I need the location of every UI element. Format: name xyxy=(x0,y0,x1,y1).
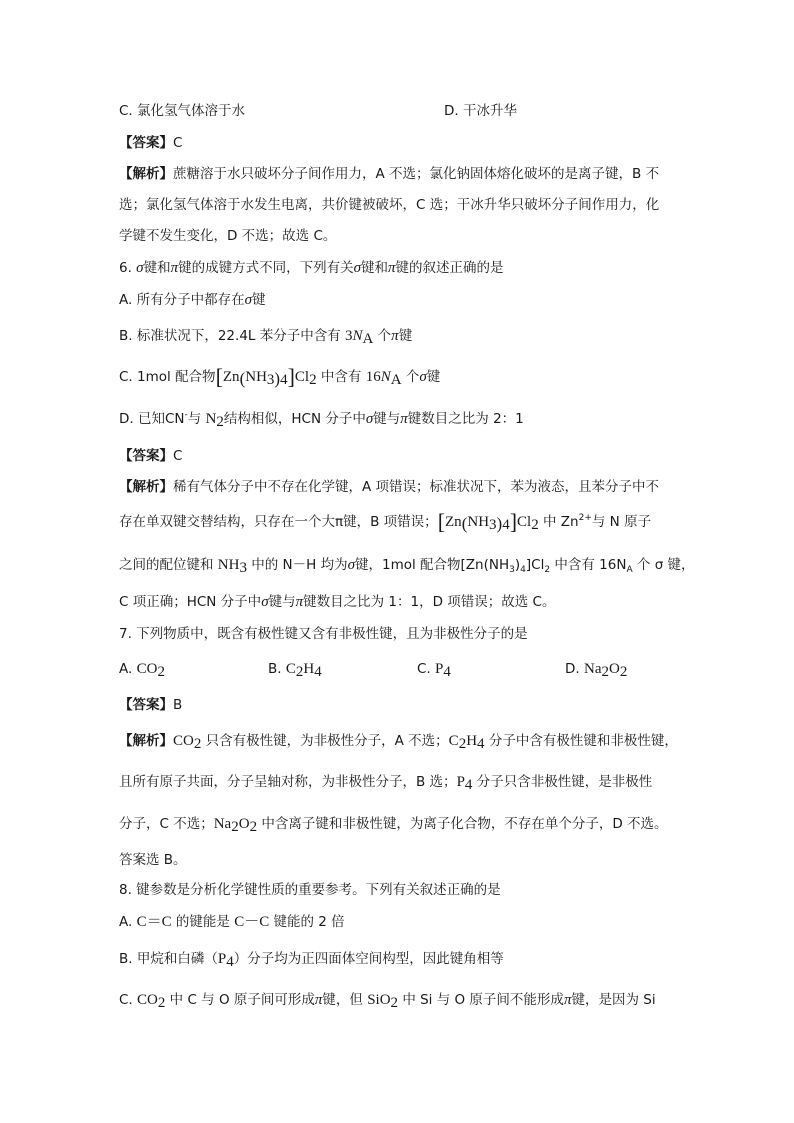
q5-option-d: D. 干冰升华 xyxy=(444,103,517,119)
q8-option-c: C. $CO_2$ 中 C 与 O 原子间可形成π键，但 SiO$_2$ 中 Si 与 O 原子间不能形成π键，是因为 Si xyxy=(119,992,656,1011)
q7-option-c: C. $P_4$ xyxy=(417,661,451,680)
q7-answer xyxy=(119,695,182,715)
analysis-text: 蔗糖溶于水只破坏分子间作用力，A 不选；氯化钠固体熔化破坏的是离子键，B 不 xyxy=(173,166,660,182)
analysis-tag: 【解析】 xyxy=(119,166,173,182)
q6-analysis-line-4: C 项正确；HCN 分子中σ键与π键数目之比为 1：1，D 项错误；故选 C。 xyxy=(119,594,556,610)
analysis-tag: 【解析】 xyxy=(119,733,173,749)
q5-analysis-line-2: 选；氯化氢气体溶于水发生电离，共价键被破坏，C 选；干冰升华只破坏分子间作用力，化 xyxy=(119,197,660,213)
q5-answer xyxy=(119,133,182,153)
answer-tag: 【答案】 xyxy=(119,448,173,464)
q5-analysis-line-3: 学键不发生变化，D 不选；故选 C。 xyxy=(119,228,337,244)
q6-option-a: A. 所有分子中都存在σ键 xyxy=(119,292,266,308)
q6-analysis-line-1 xyxy=(119,477,659,497)
answer-value: B xyxy=(173,697,183,713)
q6-analysis-line-2: 存在单双键交替结构，只存在一个大π键，B 项错误；$[Zn(NH_3)_4]Cl_2$ 中 $Zn^{2+}$与 N 原子 xyxy=(119,509,652,534)
q6-stem: 6. σ键和π键的成键方式不同，下列有关σ键和π键的叙述正确的是 xyxy=(119,260,504,276)
q5-analysis-line-1 xyxy=(119,164,659,184)
q6-analysis-line-3: 之间的配位键和 $NH_3$ 中的 N－H 均为σ键，1mol 配合物$[Zn(NH_3)_4]Cl_2$ 中含有 $16N_A$ 个 σ 键， xyxy=(119,557,695,576)
q6-option-d: D. 已知CN-与 $N_2$结构相似，HCN 分子中σ键与π键数目之比为 2：1 xyxy=(119,410,524,430)
analysis-text: 稀有气体分子中不存在化学键，A 项错误；标准状况下，苯为液态，且苯分子中不 xyxy=(173,479,660,495)
q6-option-c: C. 1mol 配合物$[Zn(NH_3)_4]Cl_2$ 中含有 $16N_A$ 个σ键 xyxy=(119,364,441,389)
answer-value: C xyxy=(173,135,183,151)
q7-analysis-line-2: 且所有原子共面，分子呈轴对称，为非极性分子，B 选；$P_4$ 分子只含非极性键，是非极性 xyxy=(119,774,653,793)
q7-analysis-line-3: 分子，C 不选；$Na_2O_2$ 中含离子键和非极性键，为离子化合物，不存在单个分子，D 不选。 xyxy=(119,816,668,835)
q7-option-a: A. $CO_2$ xyxy=(119,661,165,680)
q7-analysis-line-1: 【解析】$CO_2$ 只含有极性键，为非极性分子，A 不选；$C_2H_4$ 分子中含有极性键和非极性键， xyxy=(119,733,678,752)
q8-option-b: B. 甲烷和白磷$(P_4)$分子均为正四面体空间构型，因此键角相等 xyxy=(119,951,504,970)
analysis-tag: 【解析】 xyxy=(119,479,173,495)
answer-value: C xyxy=(173,448,183,464)
q7-analysis-line-4: 答案选 B。 xyxy=(119,852,187,868)
q8-stem: 8. 键参数是分析化学键性质的重要参考。下列有关叙述正确的是 xyxy=(119,882,501,898)
q6-option-b: B. 标准状况下，22.4L 苯分子中含有 $3N_A$ 个π键 xyxy=(119,328,413,347)
q7-option-d: D. $Na_2O_2$ xyxy=(565,661,628,680)
answer-tag: 【答案】 xyxy=(119,697,173,713)
q8-option-a: A. C＝C 的键能是 C－C 键能的 2 倍 xyxy=(119,914,345,930)
answer-tag: 【答案】 xyxy=(119,135,173,151)
q7-stem: 7. 下列物质中，既含有极性键又含有非极性键，且为非极性分子的是 xyxy=(119,626,528,642)
q5-option-c: C. 氯化氢气体溶于水 xyxy=(119,103,246,119)
q7-option-b: B. $C_2H_4$ xyxy=(268,661,322,680)
q6-answer xyxy=(119,446,182,466)
